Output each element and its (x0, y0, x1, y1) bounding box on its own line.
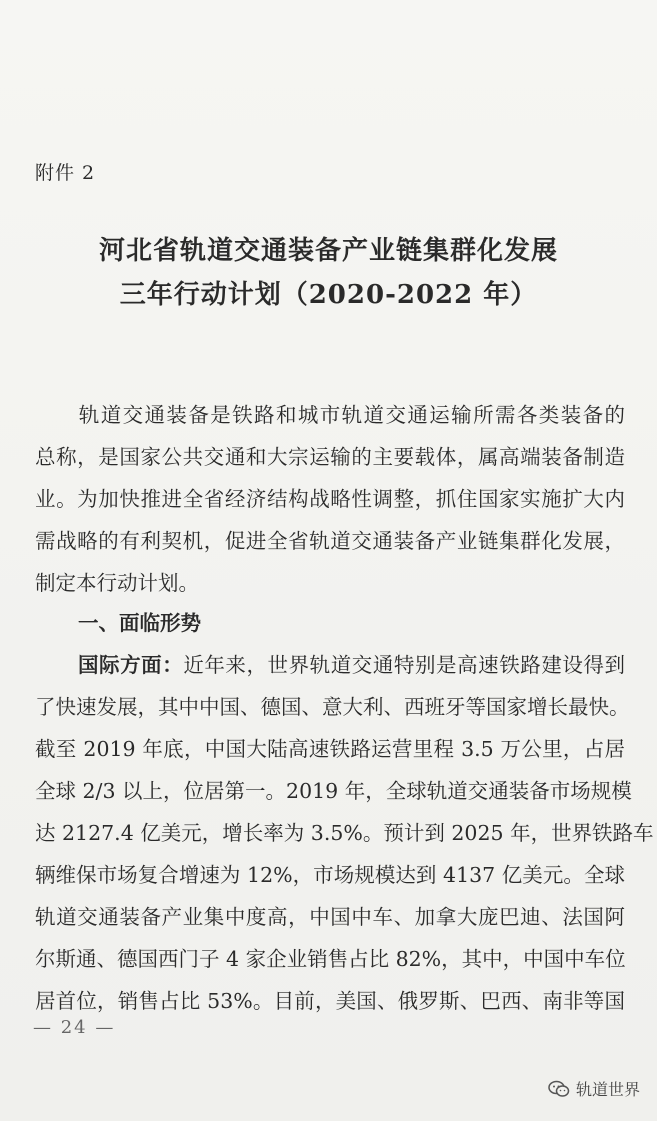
intro-line: 总称，是国家公共交通和大宗运输的主要载体，属高端装备制造 (35, 445, 625, 469)
section-line: 截至 2019 年底，中国大陆高速铁路运营里程 3.5 万公里，占居 (35, 737, 625, 761)
section-line: 尔斯通、德国西门子 4 家企业销售占比 82%，其中，中国中车位 (35, 947, 626, 971)
section-heading: 一、面临形势 (78, 611, 201, 635)
section-first-line-text: 近年来，世界轨道交通特别是高速铁路建设得到 (183, 653, 626, 677)
watermark-text: 轨道世界 (576, 1080, 641, 1099)
section-line: 了快速发展，其中中国、德国、意大利、西班牙等国家增长最快。 (35, 695, 630, 719)
intro-line: 业。为加快推进全省经济结构战略性调整，抓住国家实施扩大内 (35, 487, 625, 511)
section-line: 轨道交通装备产业集中度高，中国中车、加拿大庞巴迪、法国阿 (35, 905, 625, 929)
section-line: 达 2127.4 亿美元，增长率为 3.5%。预计到 2025 年，世界铁路车 (35, 821, 654, 845)
intro-line: 需战略的有利契机，促进全省轨道交通装备产业链集群化发展， (35, 529, 625, 553)
section-line: 辆维保市场复合增速为 12%，市场规模达到 4137 亿美元。全球 (35, 863, 625, 887)
section-line: 全球 2/3 以上，位居第一。2019 年，全球轨道交通装备市场规模 (35, 779, 632, 803)
page-number: — 24 — (33, 1017, 116, 1038)
section-lead-label: 国际方面： (78, 653, 184, 677)
document-title-line-1: 河北省轨道交通装备产业链集群化发展 (98, 236, 558, 266)
section-first-line (78, 648, 625, 678)
section-line: 居首位，销售占比 53%。目前，美国、俄罗斯、巴西、南非等国 (35, 989, 625, 1013)
source-watermark (548, 1077, 640, 1100)
document-title-line-2: 三年行动计划（2020-2022 年） (119, 280, 538, 310)
intro-line: 制定本行动计划。 (35, 571, 199, 595)
intro-line: 轨道交通装备是铁路和城市轨道交通运输所需各类装备的 (35, 403, 625, 427)
wechat-icon (548, 1080, 570, 1098)
attachment-label: 附件 2 (35, 162, 96, 184)
